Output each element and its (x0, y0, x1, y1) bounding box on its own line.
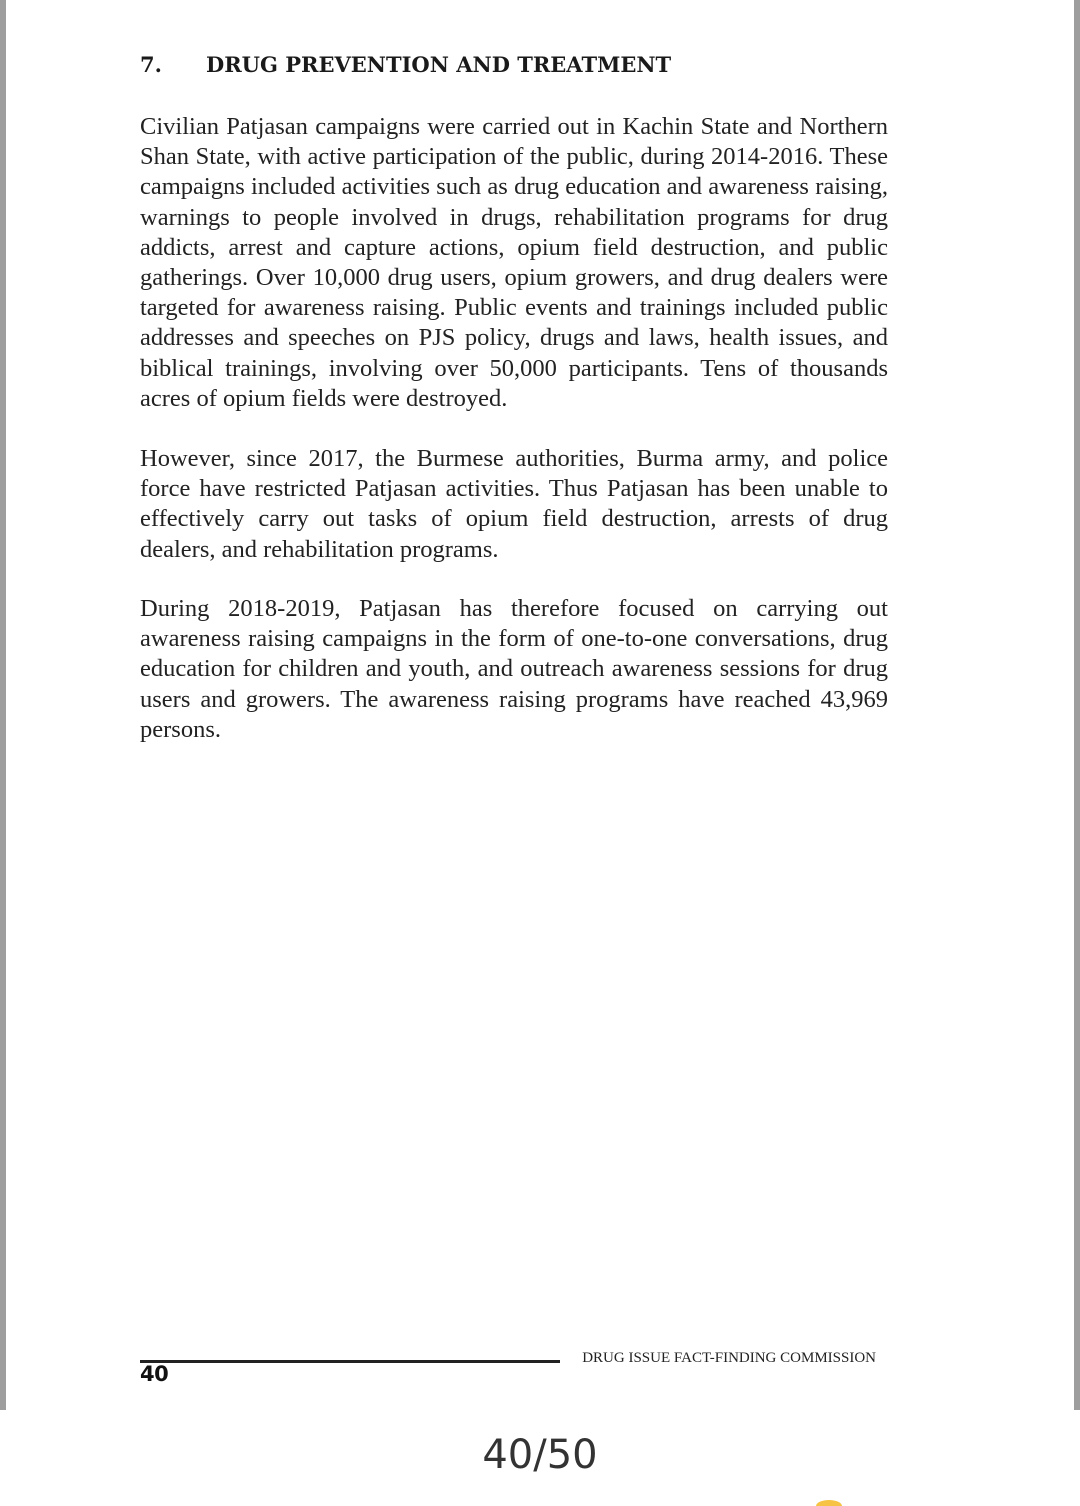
section-title: DRUG PREVENTION AND TREATMENT (206, 52, 672, 77)
section-number: 7. (140, 52, 162, 77)
paragraph-restrictions: However, since 2017, the Burmese authorities, Burma army, and police force have restricted Patjasan activities. Thus Patjasan has been unable to effectively carry out tasks of opium field destruction, arrests of drug dealers, and rehabilitation programs. (140, 445, 888, 563)
page-indicator: 40/50 (482, 1432, 598, 1478)
footer-running-title: DRUG ISSUE FACT-FINDING COMMISSION (582, 1350, 876, 1366)
footer-rule (140, 1360, 560, 1363)
section-heading (140, 52, 671, 77)
paragraph-awareness-programs: During 2018-2019, Patjasan has therefore focused on carrying out awareness raising campaigns in the form of one-to-one conversations, drug education for children and youth, and outreach awareness sessions for drug users and growers. The awareness raising programs have reached 43,969 persons. (140, 595, 888, 743)
paragraph-patjasan-campaigns: Civilian Patjasan campaigns were carried out in Kachin State and Northern Shan State, with active participation of the public, during 2014-2016. These campaigns included activities such as drug education and awareness raising, warnings to people involved in drugs, rehabilitation programs for drug addicts, arrest and capture actions, opium field destruction, and public gatherings. Over 10,000 drug users, opium growers, and drug dealers were targeted for awareness raising. Public events and trainings included public addresses and speeches on PJS policy, drugs and laws, health issues, and biblical trainings, involving over 50,000 participants. Tens of thousands acres of opium fields were destroyed. (140, 113, 888, 412)
scroll-handle-icon[interactable] (816, 1500, 842, 1506)
footer-page-number: 40 (140, 1362, 169, 1386)
